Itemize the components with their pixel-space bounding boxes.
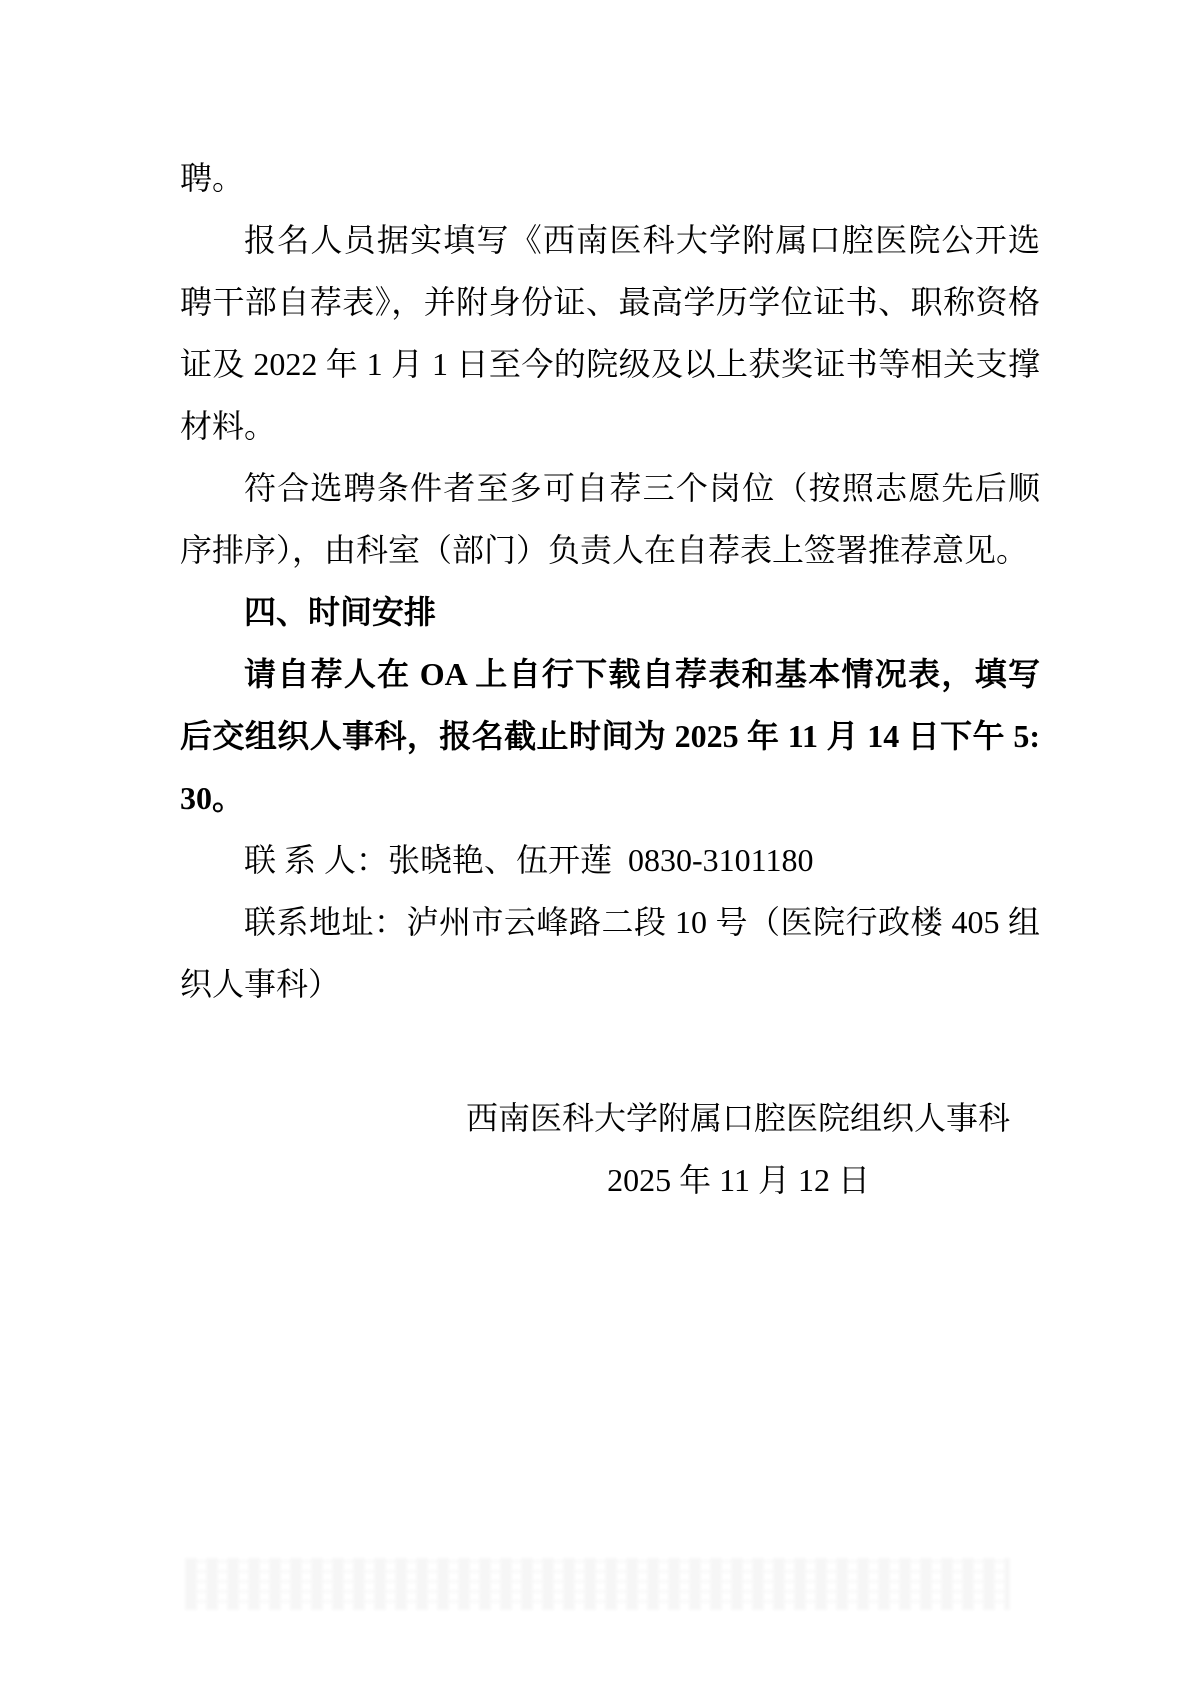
paragraph: 符合选聘条件者至多可自荐三个岗位（按照志愿先后顺序排序），由科室（部门）负责人在自荐表上签署推荐意见。	[180, 470, 1040, 568]
paragraph: 四、时间安排	[244, 594, 437, 630]
document-body	[180, 147, 1040, 1211]
faint-watermark	[185, 1558, 1010, 1610]
signature-line: 西南医科大学附属口腔医院组织人事科	[465, 1100, 1010, 1136]
paragraph: 请自荐人在 OA 上自行下载自荐表和基本情况表，填写后交组织人事科，报名截止时间为 2025 年 11 月 14 日下午 5:30。	[180, 656, 1040, 816]
date-line: 2025 年 11 月 12 日	[607, 1162, 870, 1198]
paragraph: 聘。	[180, 160, 245, 196]
paragraph: 联系地址：泸州市云峰路二段 10 号（医院行政楼 405 组织人事科）	[180, 904, 1040, 1002]
paragraph: 联 系 人：张晓艳、伍开莲 0830-3101180	[244, 842, 814, 878]
paragraph: 报名人员据实填写《西南医科大学附属口腔医院公开选聘干部自荐表》，并附身份证、最高学历学位证书、职称资格证及 2022 年 1 月 1 日至今的院级及以上获奖证书等相关支撑材料。	[180, 222, 1040, 444]
paragraph-list	[180, 147, 1040, 1015]
